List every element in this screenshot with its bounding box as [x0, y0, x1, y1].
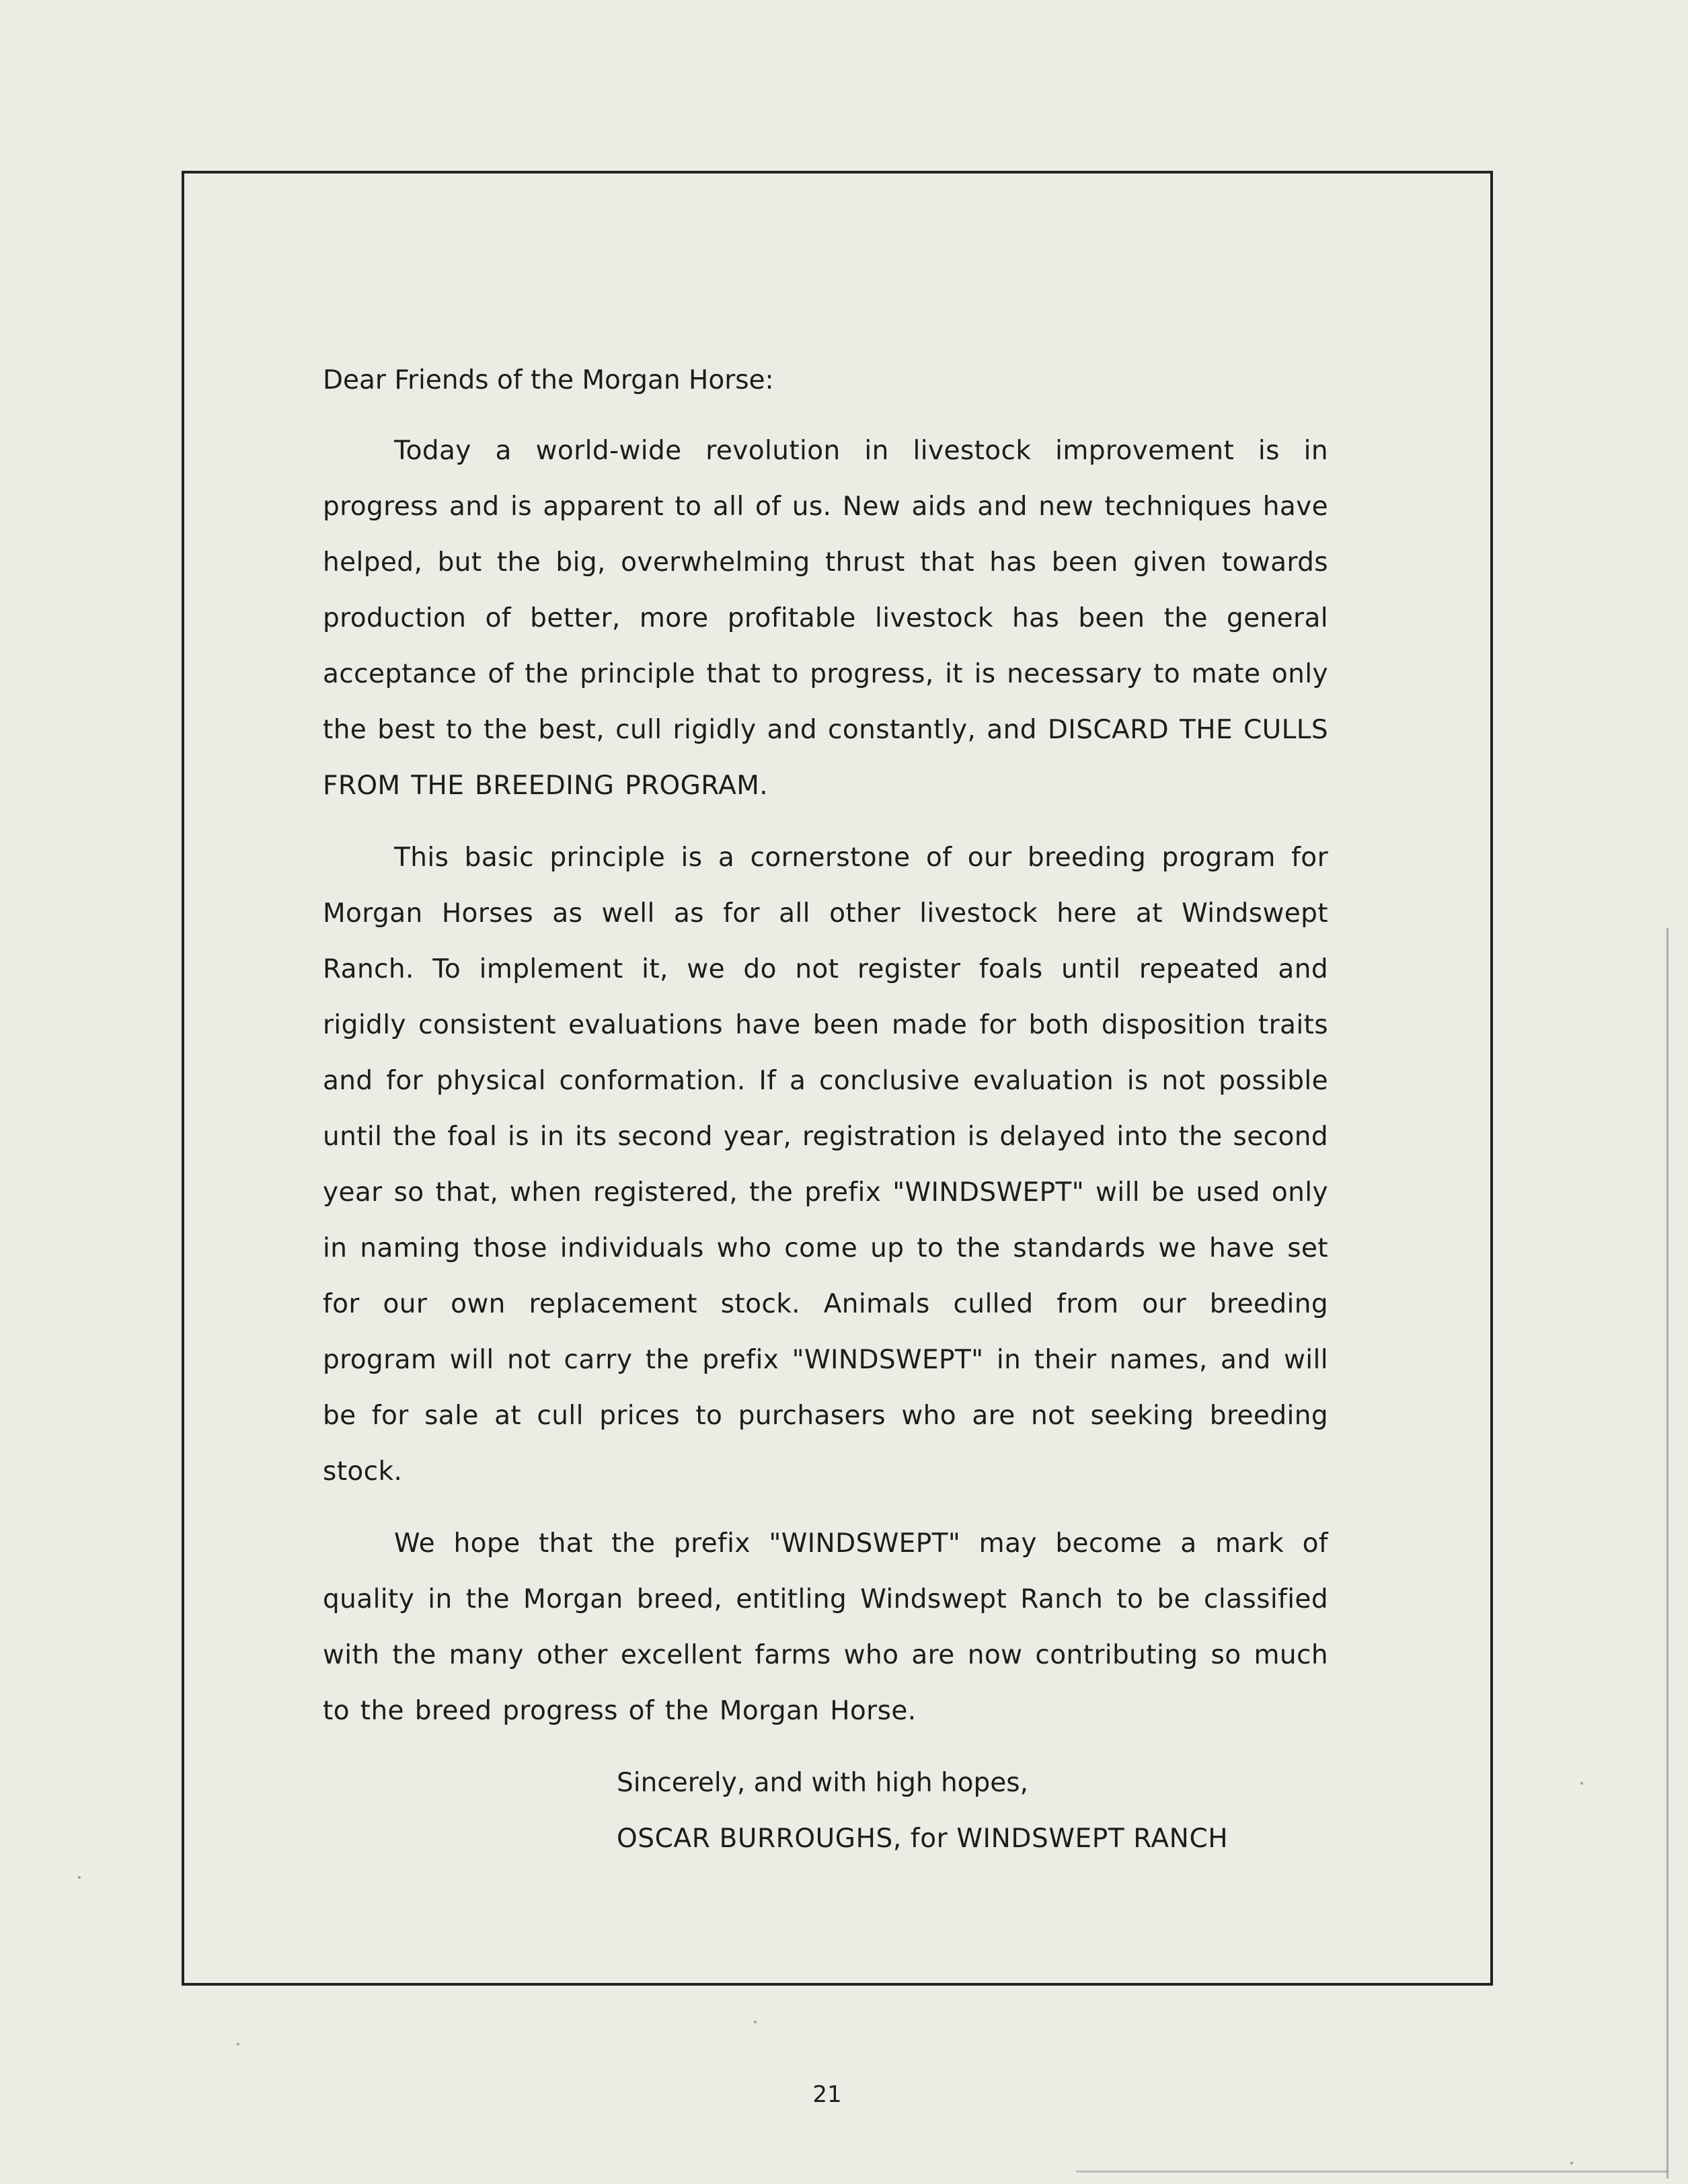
signature: OSCAR BURROUGHS, for WINDSWEPT RANCH — [617, 1824, 1229, 1854]
page-bottom-edge-shadow — [1076, 2171, 1668, 2173]
salutation: Dear Friends of the Morgan Horse: — [323, 365, 774, 395]
paragraph-revolution: Today a world-wide revolution in livestock improvement is in progress and is apparent to all of us. New aids and new techniques have helped, but the big, overwhelming thrust that has been given towards production of better, more profitable livestock has been the general acceptance of the principle that to progress, it is necessary to mate only the best to the best, cull rigidly and constantly, and DISCARD THE CULLS FROM THE BREEDING PROGRAM. — [323, 436, 1328, 801]
paragraph-principle: This basic principle is a cornerstone of our breeding program for Morgan Horses as well as for all other livestock here at Windswept Ranch. To implement it, we do not register foals until repeated and rigidly consistent evaluations have been made for both disposition traits and for physical conformation. If a conclusive evaluation is not possible until the foal is in its second year, registration is delayed into the second year so that, when registered, the prefix "WINDSWEPT" will be used only in naming those individuals who come up to the standards we have set for our own replacement stock. Animals culled from our breeding program will not carry the prefix "WINDSWEPT" in their names, and will be for sale at cull prices to purchasers who are not seeking breeding stock. — [323, 843, 1328, 1487]
closing: Sincerely, and with high hopes, — [617, 1768, 1029, 1798]
paper-speck — [1580, 1782, 1583, 1785]
paragraph-hope: We hope that the prefix "WINDSWEPT" may become a mark of quality in the Morgan breed, entitling Windswept Ranch to be classified with the many other excellent farms who are now contributing so much to the breed progress of the Morgan Horse. — [323, 1528, 1328, 1726]
page-number: 21 — [812, 2081, 842, 2108]
letter-body — [323, 352, 1328, 1867]
paper-speck — [1570, 2162, 1573, 2164]
page-edge-shadow — [1666, 928, 1668, 2179]
paper-speck — [78, 1876, 81, 1879]
paper-speck — [754, 2021, 757, 2023]
paper-speck — [237, 2043, 239, 2045]
